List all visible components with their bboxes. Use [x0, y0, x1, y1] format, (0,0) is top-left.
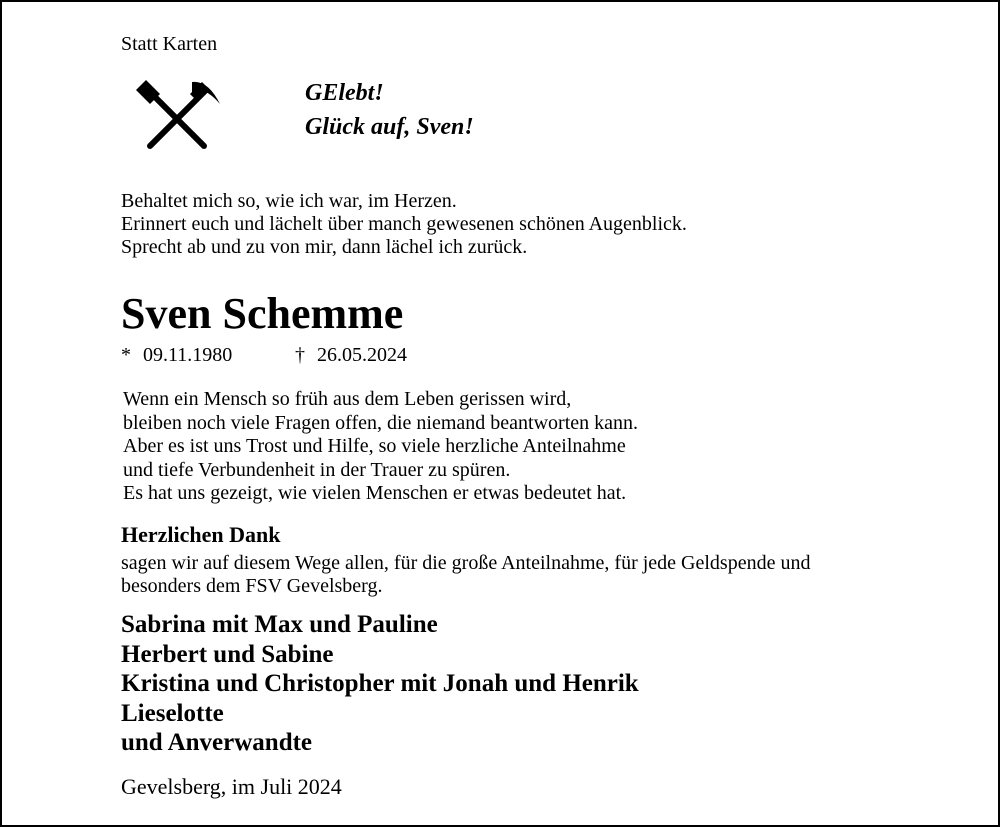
motto-line-2: Glück auf, Sven! — [305, 114, 474, 140]
family-member: und Anverwandte — [121, 729, 313, 756]
family-member: Lieselotte — [121, 699, 224, 727]
thanks-line: sagen wir auf diesem Wege allen, für die große Anteilnahme, für jede Geldspende und — [121, 552, 811, 574]
memorial-quote — [123, 388, 638, 506]
life-dates — [121, 344, 407, 367]
birth-symbol: * — [121, 344, 131, 366]
death-date: 26.05.2024 — [317, 344, 407, 366]
family-member: Herbert und Sabine — [121, 640, 334, 668]
motto — [305, 76, 474, 144]
statt-karten-label: Statt Karten — [121, 33, 218, 55]
quote-line: bleiben noch viele Fragen offen, die niemand beantworten kann. — [123, 411, 639, 434]
place-and-date: Gevelsberg, im Juli 2024 — [121, 774, 342, 799]
thanks-text — [121, 552, 810, 597]
poem-line: Behaltet mich so, wie ich war, im Herzen. — [121, 190, 457, 212]
family-member: Sabrina mit Max und Pauline — [121, 611, 438, 638]
thanks-line: besonders dem FSV Gevelsberg. — [121, 574, 383, 597]
poem-line: Sprecht ab und zu von mir, dann lächel ich zurück. — [121, 236, 528, 258]
thanks-heading: Herzlichen Dank — [121, 522, 281, 547]
quote-line: Wenn ein Mensch so früh aus dem Leben gerissen wird, — [123, 388, 572, 410]
poem-line: Erinnert euch und lächelt über manch gewesenen schönen Augenblick. — [121, 213, 687, 235]
family-signatures — [121, 610, 639, 758]
quote-line: Aber es ist uns Trost und Hilfe, so viele herzliche Anteilnahme — [123, 435, 626, 457]
quote-line: Es hat uns gezeigt, wie vielen Menschen er etwas bedeutet hat. — [123, 482, 627, 504]
death-cross-icon: † — [295, 344, 305, 366]
crossed-hammer-and-pick-icon — [132, 74, 222, 154]
deceased-name: Sven Schemme — [121, 289, 404, 338]
family-member: Kristina und Christopher mit Jonah und Henrik — [121, 670, 639, 697]
birth-date: 09.11.1980 — [143, 344, 233, 366]
poem — [121, 190, 687, 259]
motto-line-1: GElebt! — [305, 80, 384, 106]
quote-line: und tiefe Verbundenheit in der Trauer zu spüren. — [123, 458, 511, 481]
